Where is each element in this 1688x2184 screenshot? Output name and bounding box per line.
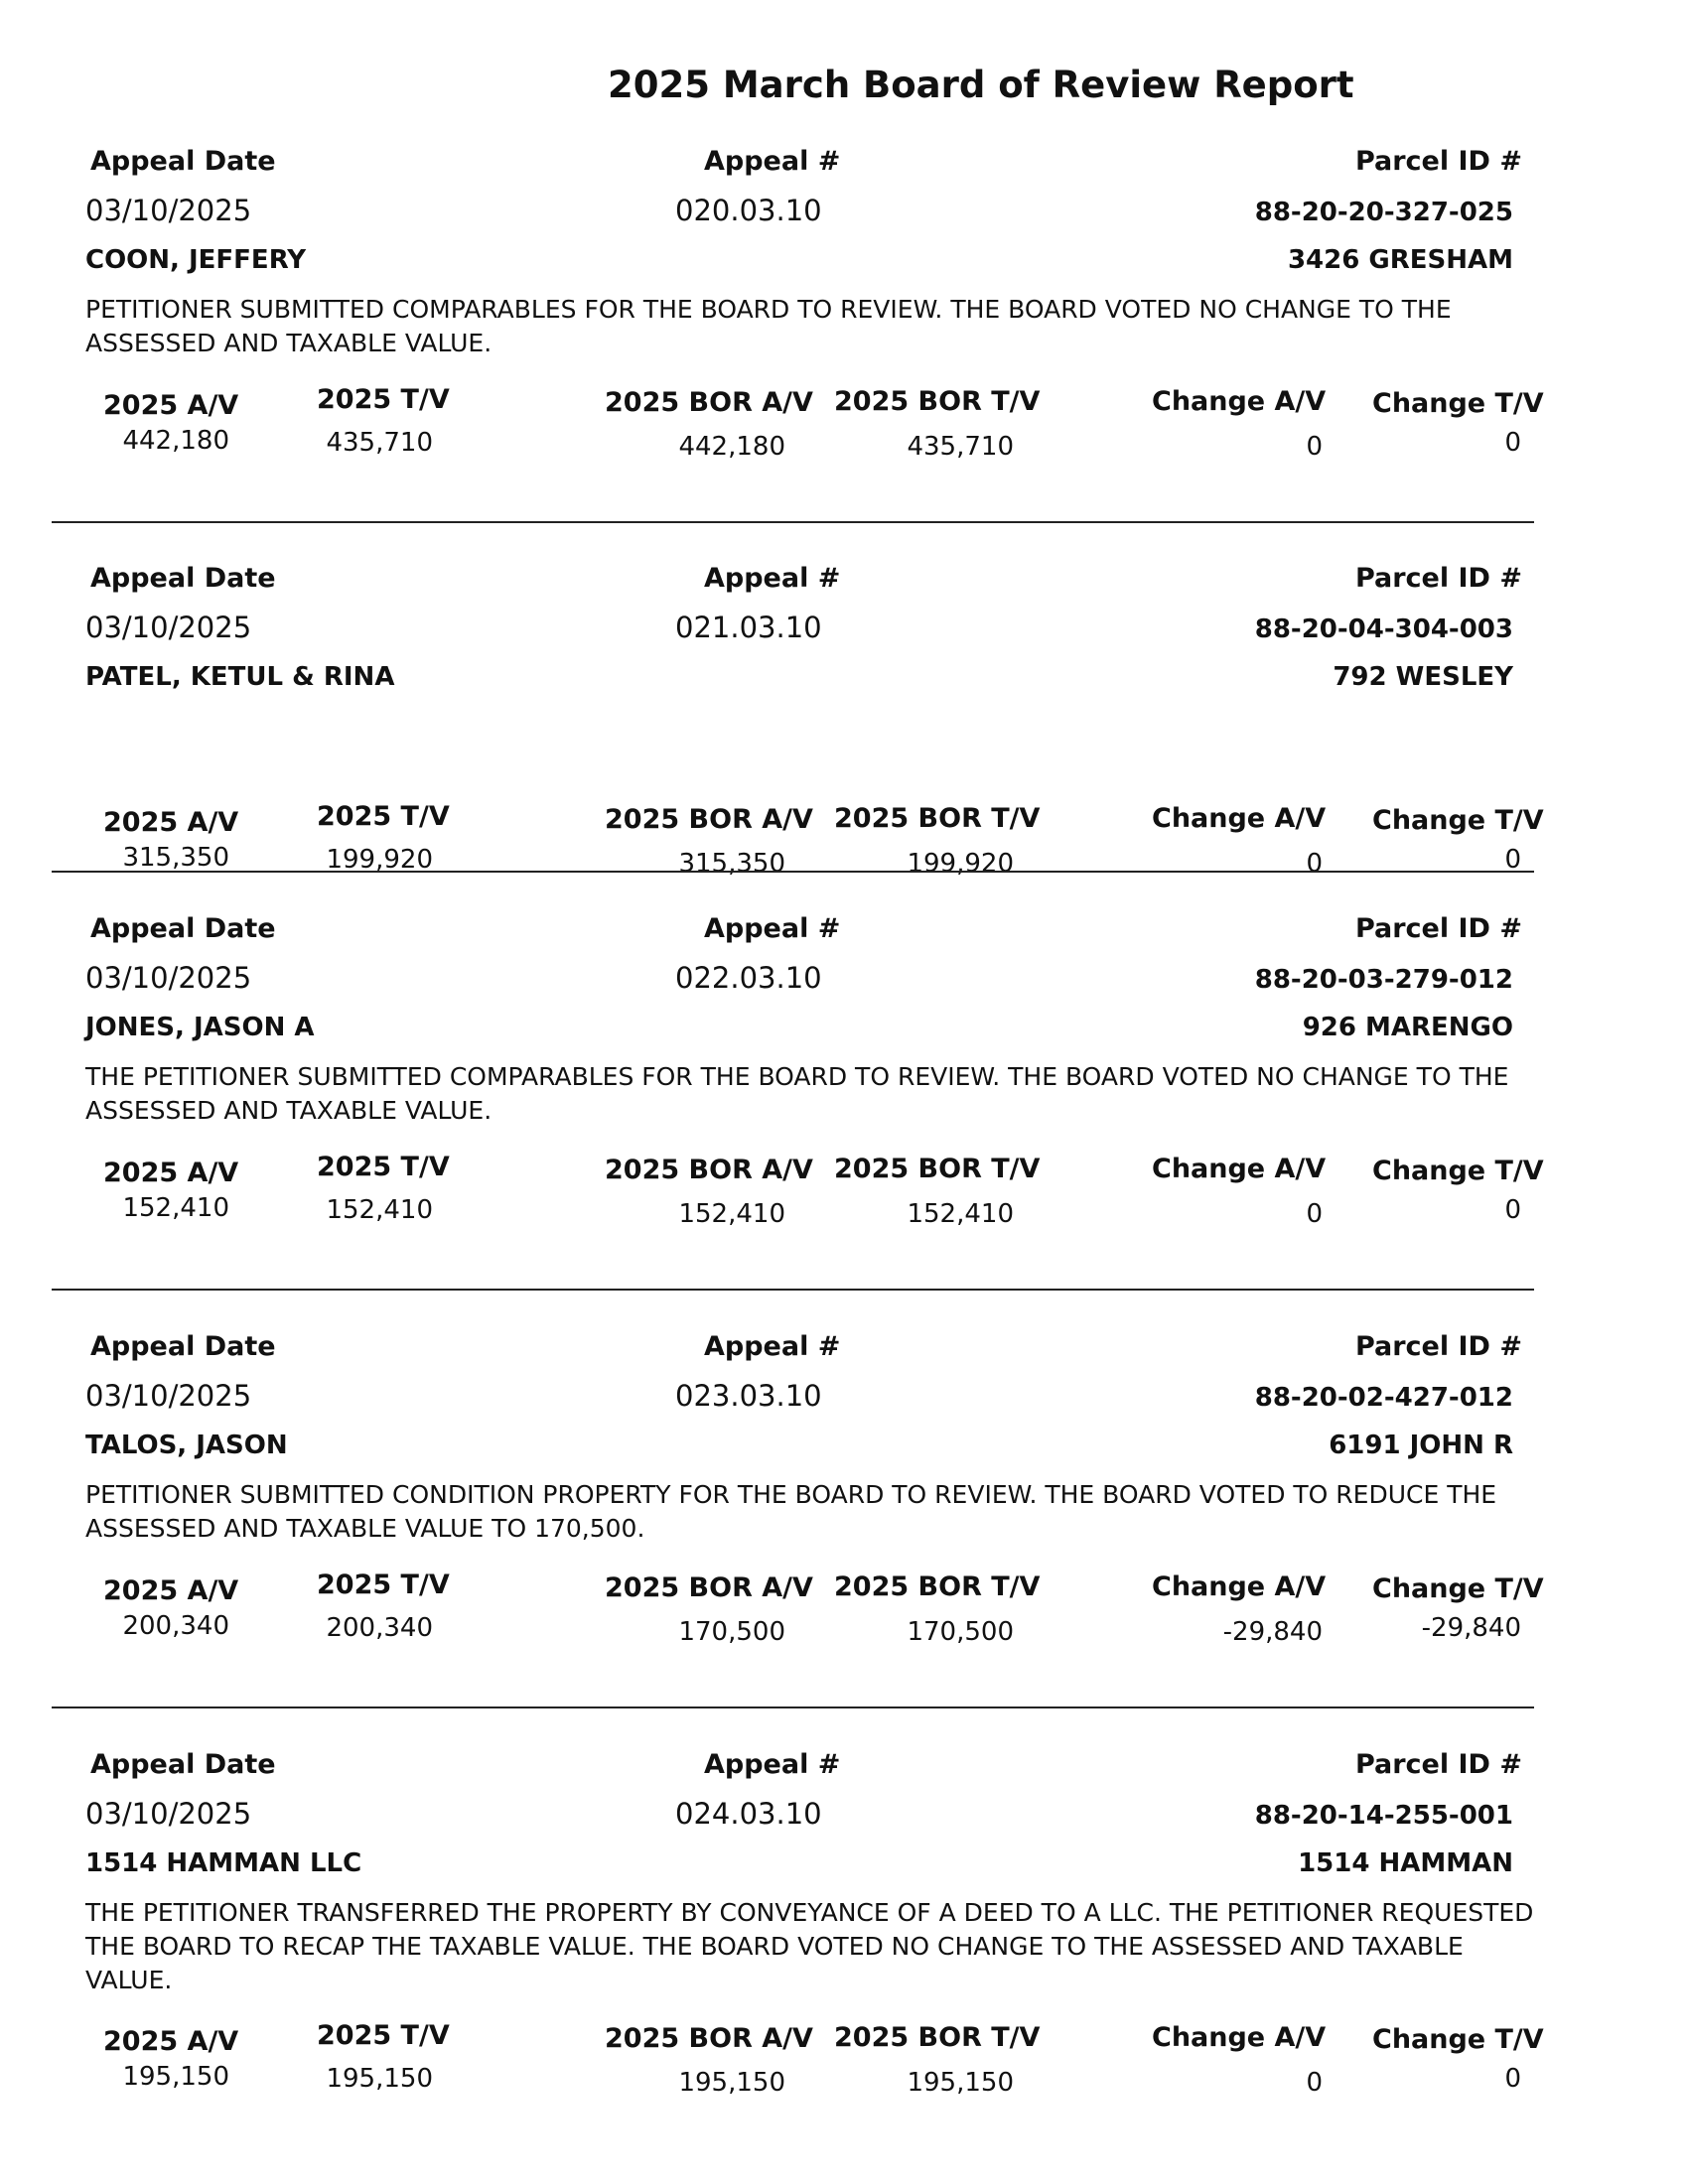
tv-value: 199,920 bbox=[326, 845, 433, 875]
bor-av-value: 315,350 bbox=[678, 849, 785, 879]
bor-tv-value: 435,710 bbox=[907, 432, 1014, 462]
change-av-value: 0 bbox=[1306, 849, 1323, 879]
parcel-id-value: 88-20-02-427-012 bbox=[1254, 1383, 1513, 1413]
change-av-value: -29,840 bbox=[1222, 1617, 1323, 1647]
bor-av-label: 2025 BOR A/V bbox=[605, 2023, 813, 2054]
parcel-id-value: 88-20-14-255-001 bbox=[1254, 1801, 1513, 1831]
av-label: 2025 A/V bbox=[103, 2026, 239, 2057]
change-tv-label: Change T/V bbox=[1372, 1156, 1544, 1186]
parcel-id-label: Parcel ID # bbox=[1354, 563, 1522, 594]
av-value: 315,350 bbox=[122, 843, 229, 873]
bor-tv-value: 199,920 bbox=[907, 849, 1014, 879]
appeal-record-1 bbox=[0, 146, 1688, 563]
decision-description: THE PETITIONER SUBMITTED COMPARABLES FOR THE BOARD TO REVIEW. THE BOARD VOTED NO CHANGE TO THE ASSESSED AND TAXABLE VALUE. bbox=[85, 1062, 1509, 1125]
change-av-label: Change A/V bbox=[1152, 1154, 1327, 1184]
owner-name: 1514 HAMMAN LLC bbox=[85, 1848, 362, 1878]
appeal-number-value: 021.03.10 bbox=[675, 611, 822, 644]
appeal-date-value: 03/10/2025 bbox=[85, 1797, 252, 1831]
appeal-number-value: 023.03.10 bbox=[675, 1379, 822, 1413]
appeal-number-value: 020.03.10 bbox=[675, 194, 822, 227]
change-av-value: 0 bbox=[1306, 2068, 1323, 2098]
change-tv-label: Change T/V bbox=[1372, 1573, 1544, 1604]
av-value: 442,180 bbox=[122, 426, 229, 456]
tv-value: 152,410 bbox=[326, 1195, 433, 1225]
appeal-date-value: 03/10/2025 bbox=[85, 1379, 252, 1413]
bor-tv-label: 2025 BOR T/V bbox=[834, 1571, 1041, 1602]
change-tv-label: Change T/V bbox=[1372, 805, 1544, 836]
bor-av-label: 2025 BOR A/V bbox=[605, 1155, 813, 1185]
bor-av-value: 170,500 bbox=[678, 1617, 785, 1647]
property-address: 926 MARENGO bbox=[1302, 1013, 1513, 1042]
change-tv-value: 0 bbox=[1504, 1195, 1521, 1225]
change-av-label: Change A/V bbox=[1152, 803, 1327, 834]
change-tv-value: 0 bbox=[1504, 2064, 1521, 2094]
av-value: 152,410 bbox=[122, 1193, 229, 1223]
change-tv-label: Change T/V bbox=[1372, 388, 1544, 419]
bor-tv-label: 2025 BOR T/V bbox=[834, 2022, 1041, 2053]
appeal-number-label: Appeal # bbox=[704, 1331, 841, 1362]
report-title: 2025 March Board of Review Report bbox=[608, 64, 1354, 106]
appeal-number-label: Appeal # bbox=[704, 913, 841, 944]
owner-name: TALOS, JASON bbox=[85, 1431, 288, 1460]
tv-label: 2025 T/V bbox=[317, 1152, 450, 1182]
bor-tv-value: 170,500 bbox=[907, 1617, 1014, 1647]
av-value: 195,150 bbox=[122, 2062, 229, 2092]
change-av-value: 0 bbox=[1306, 432, 1323, 462]
parcel-id-label: Parcel ID # bbox=[1354, 913, 1522, 944]
appeal-number-value: 022.03.10 bbox=[675, 961, 822, 995]
bor-av-value: 195,150 bbox=[678, 2068, 785, 2098]
appeal-date-value: 03/10/2025 bbox=[85, 194, 252, 227]
appeal-date-value: 03/10/2025 bbox=[85, 611, 252, 644]
tv-label: 2025 T/V bbox=[317, 1570, 450, 1600]
change-tv-value: 0 bbox=[1504, 428, 1521, 458]
parcel-id-value: 88-20-20-327-025 bbox=[1254, 198, 1513, 227]
parcel-id-label: Parcel ID # bbox=[1354, 1749, 1522, 1780]
appeal-date-label: Appeal Date bbox=[90, 563, 276, 594]
change-av-label: Change A/V bbox=[1152, 2022, 1327, 2053]
decision-description: PETITIONER SUBMITTED CONDITION PROPERTY FOR THE BOARD TO REVIEW. THE BOARD VOTED TO REDUCE THE ASSESSED AND TAXABLE VALUE TO 170,500. bbox=[85, 1480, 1497, 1543]
tv-label: 2025 T/V bbox=[317, 801, 450, 832]
bor-av-value: 442,180 bbox=[678, 432, 785, 462]
property-address: 1514 HAMMAN bbox=[1298, 1848, 1513, 1878]
av-label: 2025 A/V bbox=[103, 807, 239, 838]
bor-av-label: 2025 BOR A/V bbox=[605, 804, 813, 835]
appeal-record-5 bbox=[0, 1749, 1688, 2166]
appeal-number-label: Appeal # bbox=[704, 146, 841, 177]
decision-description: THE PETITIONER TRANSFERRED THE PROPERTY BY CONVEYANCE OF A DEED TO A LLC. THE PETITIONER REQUESTED THE BOARD TO RECAP THE TAXABLE VALUE. THE BOARD VOTED NO CHANGE TO THE ASSESSED AND TAXABLE VALUE. bbox=[85, 1898, 1534, 1994]
parcel-id-label: Parcel ID # bbox=[1354, 146, 1522, 177]
appeal-number-value: 024.03.10 bbox=[675, 1797, 822, 1831]
appeal-date-label: Appeal Date bbox=[90, 1749, 276, 1780]
record-divider bbox=[52, 1289, 1534, 1291]
bor-av-label: 2025 BOR A/V bbox=[605, 1572, 813, 1603]
tv-label: 2025 T/V bbox=[317, 384, 450, 415]
property-address: 792 WESLEY bbox=[1333, 662, 1513, 692]
owner-name: PATEL, KETUL & RINA bbox=[85, 662, 395, 692]
parcel-id-value: 88-20-04-304-003 bbox=[1254, 614, 1513, 644]
av-label: 2025 A/V bbox=[103, 1575, 239, 1606]
record-divider bbox=[52, 521, 1534, 523]
tv-value: 435,710 bbox=[326, 428, 433, 458]
appeal-number-label: Appeal # bbox=[704, 563, 841, 594]
appeal-record-3 bbox=[0, 913, 1688, 1330]
property-address: 3426 GRESHAM bbox=[1287, 245, 1513, 275]
appeal-date-label: Appeal Date bbox=[90, 1331, 276, 1362]
av-value: 200,340 bbox=[122, 1611, 229, 1641]
change-tv-value: -29,840 bbox=[1421, 1613, 1521, 1643]
bor-tv-value: 195,150 bbox=[907, 2068, 1014, 2098]
change-av-label: Change A/V bbox=[1152, 1571, 1327, 1602]
change-tv-value: 0 bbox=[1504, 845, 1521, 875]
property-address: 6191 JOHN R bbox=[1329, 1431, 1513, 1460]
av-label: 2025 A/V bbox=[103, 1158, 239, 1188]
bor-tv-label: 2025 BOR T/V bbox=[834, 386, 1041, 417]
appeal-date-label: Appeal Date bbox=[90, 146, 276, 177]
appeal-date-value: 03/10/2025 bbox=[85, 961, 252, 995]
parcel-id-label: Parcel ID # bbox=[1354, 1331, 1522, 1362]
appeal-date-label: Appeal Date bbox=[90, 913, 276, 944]
bor-tv-label: 2025 BOR T/V bbox=[834, 803, 1041, 834]
decision-description: PETITIONER SUBMITTED COMPARABLES FOR THE BOARD TO REVIEW. THE BOARD VOTED NO CHANGE TO THE ASSESSED AND TAXABLE VALUE. bbox=[85, 295, 1452, 357]
parcel-id-value: 88-20-03-279-012 bbox=[1254, 965, 1513, 995]
bor-tv-label: 2025 BOR T/V bbox=[834, 1154, 1041, 1184]
av-label: 2025 A/V bbox=[103, 390, 239, 421]
appeal-record-4 bbox=[0, 1331, 1688, 1748]
tv-label: 2025 T/V bbox=[317, 2020, 450, 2051]
tv-value: 195,150 bbox=[326, 2064, 433, 2094]
appeal-number-label: Appeal # bbox=[704, 1749, 841, 1780]
change-tv-label: Change T/V bbox=[1372, 2024, 1544, 2055]
bor-tv-value: 152,410 bbox=[907, 1199, 1014, 1229]
owner-name: JONES, JASON A bbox=[85, 1013, 315, 1042]
tv-value: 200,340 bbox=[326, 1613, 433, 1643]
record-divider bbox=[52, 871, 1534, 873]
change-av-value: 0 bbox=[1306, 1199, 1323, 1229]
bor-av-label: 2025 BOR A/V bbox=[605, 387, 813, 418]
owner-name: COON, JEFFERY bbox=[85, 245, 307, 275]
record-divider bbox=[52, 1706, 1534, 1708]
bor-av-value: 152,410 bbox=[678, 1199, 785, 1229]
change-av-label: Change A/V bbox=[1152, 386, 1327, 417]
